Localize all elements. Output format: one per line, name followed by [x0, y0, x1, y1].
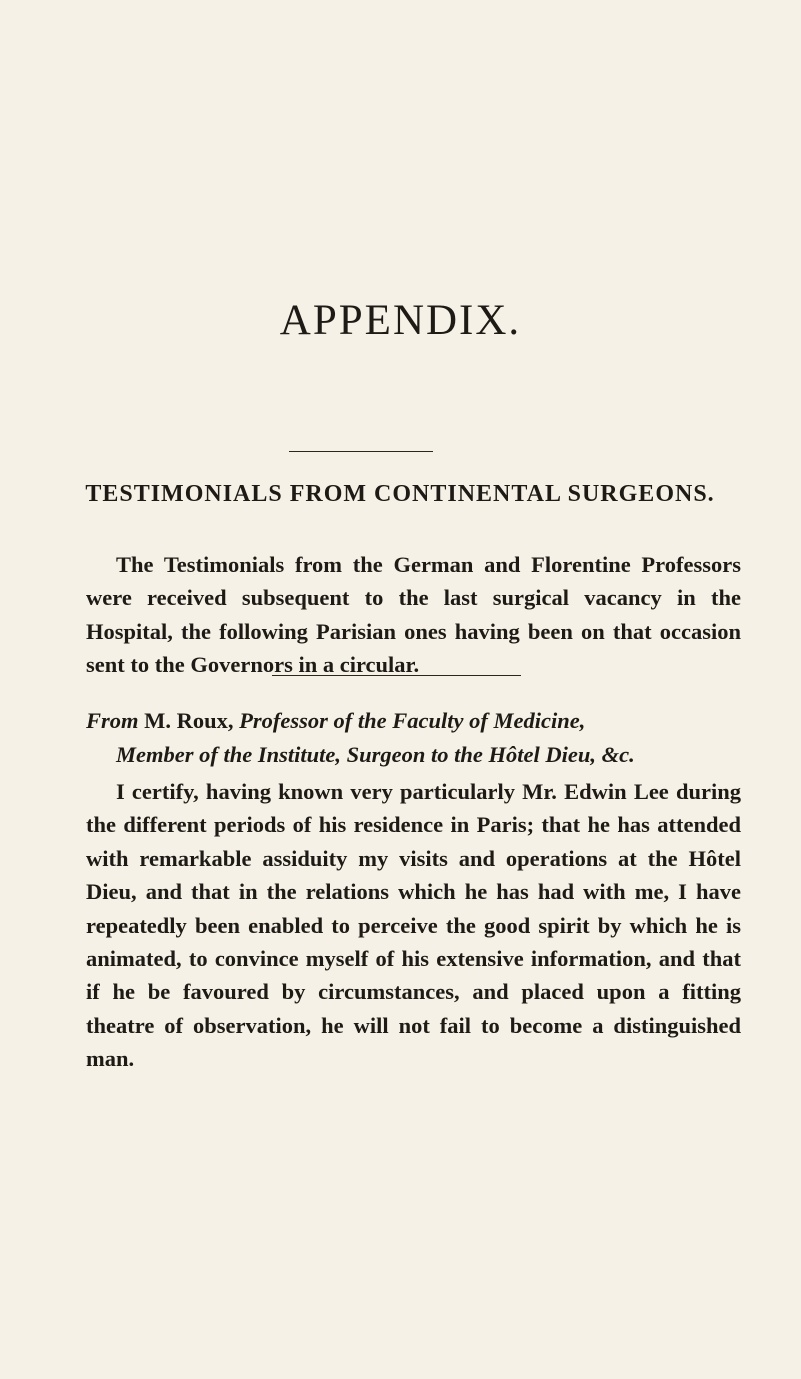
letter-author: M. Roux,: [144, 708, 234, 733]
intro-text: The Testimonials from the German and Florentine Professors were received subsequent to the last surgical vacancy in the Hospital, the following Parisian ones having been on that occasion sent to the Governors in a circular.: [86, 552, 741, 678]
letter-author-title: Professor of the Faculty of Medicine,: [239, 708, 586, 733]
page-title: APPENDIX.: [279, 297, 522, 344]
letter-body: [86, 775, 741, 1076]
title-divider: [289, 451, 433, 452]
letter-heading: [86, 704, 741, 772]
letter-author-title-line2: Member of the Institute, Surgeon to the Hôtel Dieu, &c.: [116, 742, 635, 767]
letter-body-text: I certify, having known very particularly Mr. Edwin Lee during the different periods of his residence in Paris; that he has attended with remarkable assiduity my visits and operations at the Hôtel Dieu, and that in the relations which he has had with me, I have repeatedly been enabled to perceive the good spirit by which he is animated, to convince myself of his extensive information, and that if he be favoured by circumstances, and placed upon a fitting theatre of observation, he will not fail to become a distinguished man.: [86, 779, 741, 1072]
section-heading: TESTIMONIALS FROM CONTINENTAL SURGEONS.: [85, 481, 715, 507]
section-divider: [272, 675, 521, 676]
letter-from-prefix: From: [86, 708, 139, 733]
intro-paragraph: [86, 548, 741, 682]
